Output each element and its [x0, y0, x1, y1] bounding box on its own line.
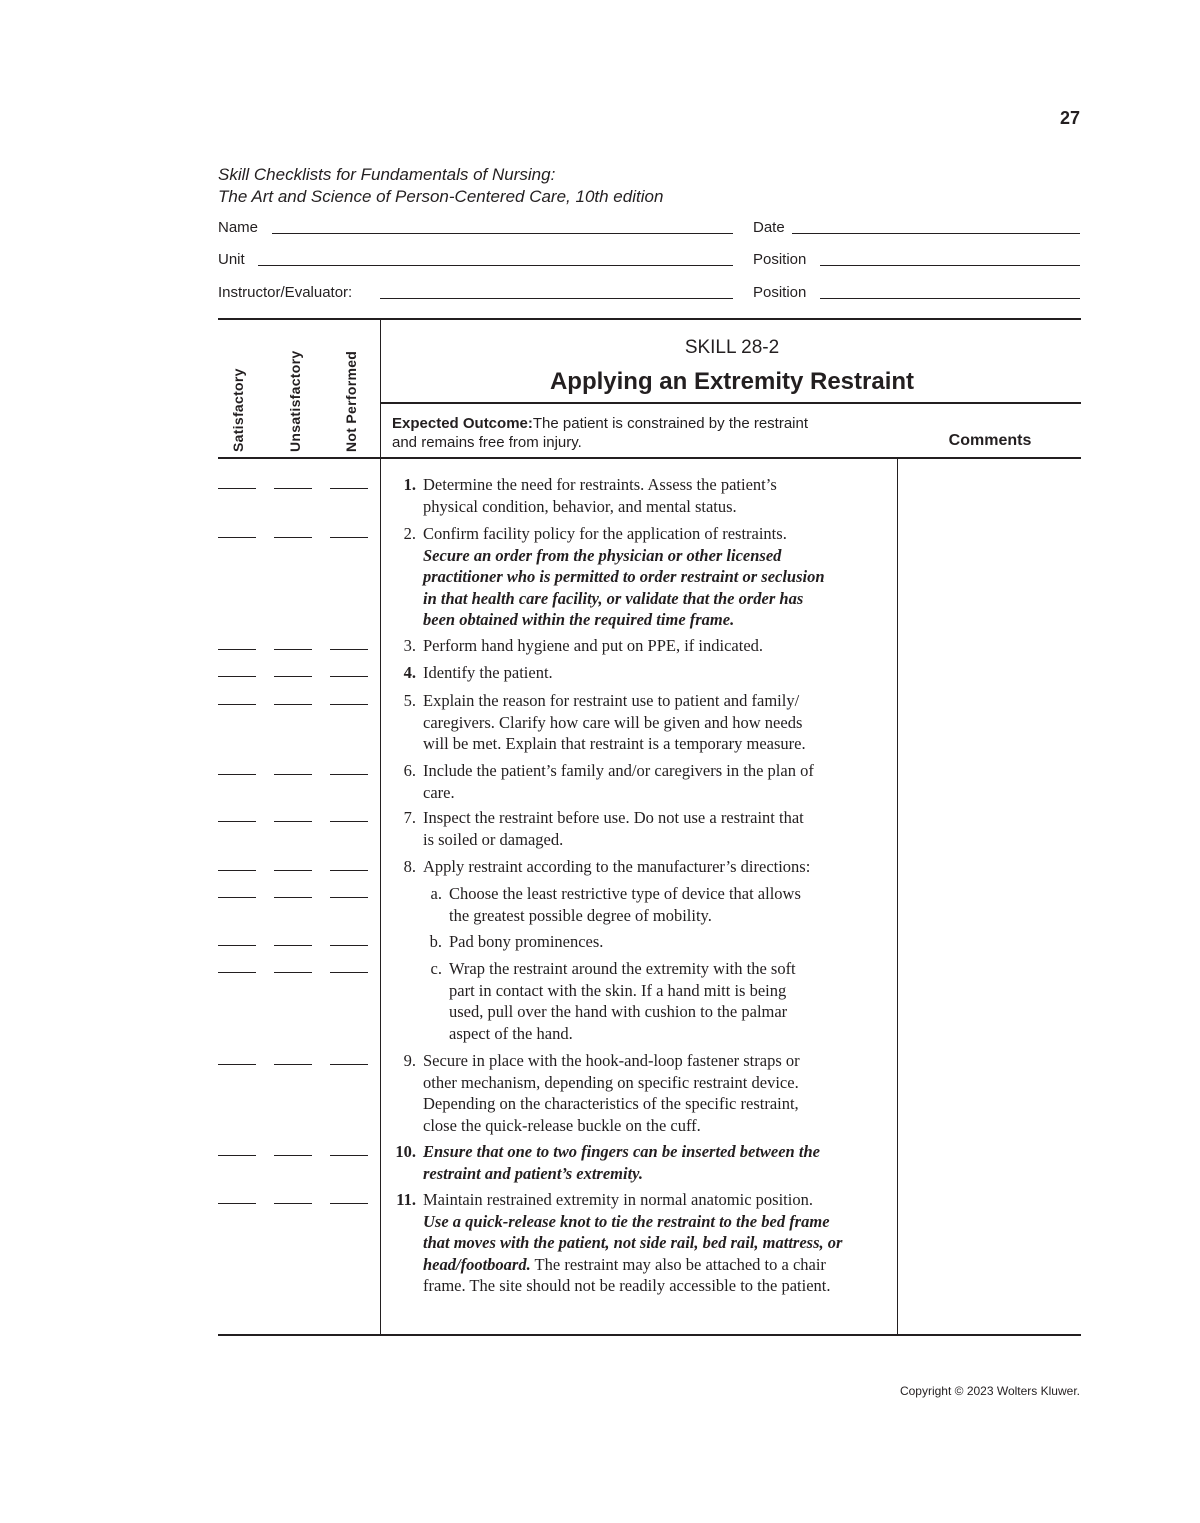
satisfactory-blank[interactable] [218, 945, 256, 946]
step-number: a. [430, 884, 442, 903]
skill-number: SKILL 28-2 [684, 337, 780, 358]
not-performed-blank[interactable] [330, 1203, 368, 1204]
satisfactory-blank[interactable] [218, 870, 256, 871]
unsatisfactory-blank[interactable] [274, 537, 312, 538]
unsatisfactory-blank[interactable] [274, 897, 312, 898]
header-bottom-rule [218, 457, 1081, 459]
satisfactory-blank[interactable] [218, 1203, 256, 1204]
step-text: Apply restraint according to the manufacturer’s directions: [423, 857, 811, 876]
date-label: Date [753, 219, 785, 236]
step-number: 11. [396, 1190, 416, 1209]
step-text: Confirm facility policy for the application of restraints. Secure an order from the physician or other licensed practitioner who is permitted to order restraint or seclusion in that health care facility, or validate that the order has been obtained within the required time frame. [423, 524, 825, 629]
unsatisfactory-blank[interactable] [274, 704, 312, 705]
unit-label: Unit [218, 251, 245, 268]
satisfactory-blank[interactable] [218, 704, 256, 705]
skill-title: Applying an Extremity Restraint [549, 368, 915, 395]
unsatisfactory-blank[interactable] [274, 774, 312, 775]
step-number: b. [429, 932, 442, 951]
not-performed-blank[interactable] [330, 870, 368, 871]
not-performed-blank[interactable] [330, 972, 368, 973]
left-column-divider [380, 319, 381, 1335]
step-text: Choose the least restrictive type of device that allows the greatest possible degree of mobility. [449, 884, 801, 925]
expected-outcome [392, 414, 892, 452]
satisfactory-blank[interactable] [218, 488, 256, 489]
not-performed-blank[interactable] [330, 676, 368, 677]
unsatisfactory-blank[interactable] [274, 821, 312, 822]
step-text: Wrap the restraint around the extremity with the soft part in contact with the skin. If a hand mitt is being used, pull over the hand with cushion to the palmar aspect of the hand. [449, 959, 796, 1043]
name-field[interactable] [272, 233, 733, 234]
title-divider [380, 402, 1081, 404]
date-field[interactable] [792, 233, 1080, 234]
step-number: 4. [403, 663, 416, 682]
step-text: Ensure that one to two fingers can be inserted between the restraint and patient’s extremity. [423, 1142, 820, 1183]
not-performed-blank[interactable] [330, 488, 368, 489]
not-performed-blank[interactable] [330, 897, 368, 898]
col-unsatisfactory: Unsatisfactory [287, 350, 303, 452]
satisfactory-blank[interactable] [218, 1155, 256, 1156]
book-title-line-2: The Art and Science of Person-Centered Care, 10th edition [218, 187, 664, 206]
step-text: Determine the need for restraints. Assess the patient’s physical condition, behavior, and mental status. [423, 475, 777, 516]
step-text: Secure in place with the hook-and-loop fastener straps or other mechanism, depending on specific restraint device. Depending on the characteristics of the specific restraint, close the quick-release buckle on the cuff. [423, 1051, 800, 1135]
not-performed-blank[interactable] [330, 649, 368, 650]
instructor-field[interactable] [380, 298, 733, 299]
step-number: c. [430, 959, 442, 978]
instructor-label: Instructor/Evaluator: [218, 284, 353, 301]
step-number: 1. [403, 475, 416, 494]
table-bottom-rule [218, 1334, 1081, 1336]
col-satisfactory: Satisfactory [230, 368, 246, 452]
step-number: 8. [403, 857, 416, 876]
position-label: Position [753, 251, 807, 268]
unit-field[interactable] [258, 265, 733, 266]
step-text: Maintain restrained extremity in normal anatomic position. Use a quick-release knot to tie the restraint to the bed frame that moves with the patient, not side rail, bed rail, mattress, or head/footboard. The restraint may also be attached to a chair frame. The site should not be readily accessible to the patient. [423, 1190, 843, 1295]
step-number: 10. [395, 1142, 416, 1161]
step-number: 5. [403, 691, 416, 710]
col-not-performed: Not Performed [343, 350, 359, 452]
step-text: Explain the reason for restraint use to patient and family/ caregivers. Clarify how care will be given and how needs will be met. Explain that restraint is a temporary measure. [423, 691, 806, 753]
outcome-label: Expected Outcome: [392, 415, 533, 432]
unsatisfactory-blank[interactable] [274, 676, 312, 677]
satisfactory-blank[interactable] [218, 897, 256, 898]
not-performed-blank[interactable] [330, 821, 368, 822]
book-title [218, 164, 663, 208]
step-text: Inspect the restraint before use. Do not use a restraint that is soiled or damaged. [423, 808, 804, 849]
step-number: 6. [403, 761, 416, 780]
outcome-text-1: The patient is constrained by the restraint [532, 415, 809, 432]
not-performed-blank[interactable] [330, 945, 368, 946]
table-top-rule [218, 318, 1081, 320]
unsatisfactory-blank[interactable] [274, 649, 312, 650]
outcome-text-2: and remains free from injury. [392, 434, 582, 451]
position2-field[interactable] [820, 298, 1080, 299]
unsatisfactory-blank[interactable] [274, 1155, 312, 1156]
position-field[interactable] [820, 265, 1080, 266]
step-number: 7. [403, 808, 416, 827]
not-performed-blank[interactable] [330, 1155, 368, 1156]
step-text: Include the patient’s family and/or caregivers in the plan of care. [423, 761, 814, 802]
satisfactory-blank[interactable] [218, 1064, 256, 1065]
name-label: Name [218, 219, 259, 236]
comments-header: Comments [948, 432, 1032, 449]
unsatisfactory-blank[interactable] [274, 488, 312, 489]
unsatisfactory-blank[interactable] [274, 945, 312, 946]
unsatisfactory-blank[interactable] [274, 870, 312, 871]
satisfactory-blank[interactable] [218, 972, 256, 973]
not-performed-blank[interactable] [330, 537, 368, 538]
satisfactory-blank[interactable] [218, 537, 256, 538]
book-title-line-1: Skill Checklists for Fundamentals of Nursing: [218, 165, 556, 184]
step-number: 2. [403, 524, 416, 543]
not-performed-blank[interactable] [330, 1064, 368, 1065]
step-text: Identify the patient. [423, 663, 553, 682]
step-number: 9. [403, 1051, 416, 1070]
page-number: 27 [1059, 108, 1080, 128]
unsatisfactory-blank[interactable] [274, 1203, 312, 1204]
step-text: Pad bony prominences. [449, 932, 604, 951]
satisfactory-blank[interactable] [218, 676, 256, 677]
unsatisfactory-blank[interactable] [274, 1064, 312, 1065]
satisfactory-blank[interactable] [218, 774, 256, 775]
satisfactory-blank[interactable] [218, 649, 256, 650]
not-performed-blank[interactable] [330, 774, 368, 775]
unsatisfactory-blank[interactable] [274, 972, 312, 973]
step-number: 3. [403, 636, 416, 655]
copyright: Copyright © 2023 Wolters Kluwer. [899, 1384, 1080, 1398]
step-text: Perform hand hygiene and put on PPE, if indicated. [423, 636, 764, 655]
not-performed-blank[interactable] [330, 704, 368, 705]
satisfactory-blank[interactable] [218, 821, 256, 822]
position2-label: Position [753, 284, 807, 301]
